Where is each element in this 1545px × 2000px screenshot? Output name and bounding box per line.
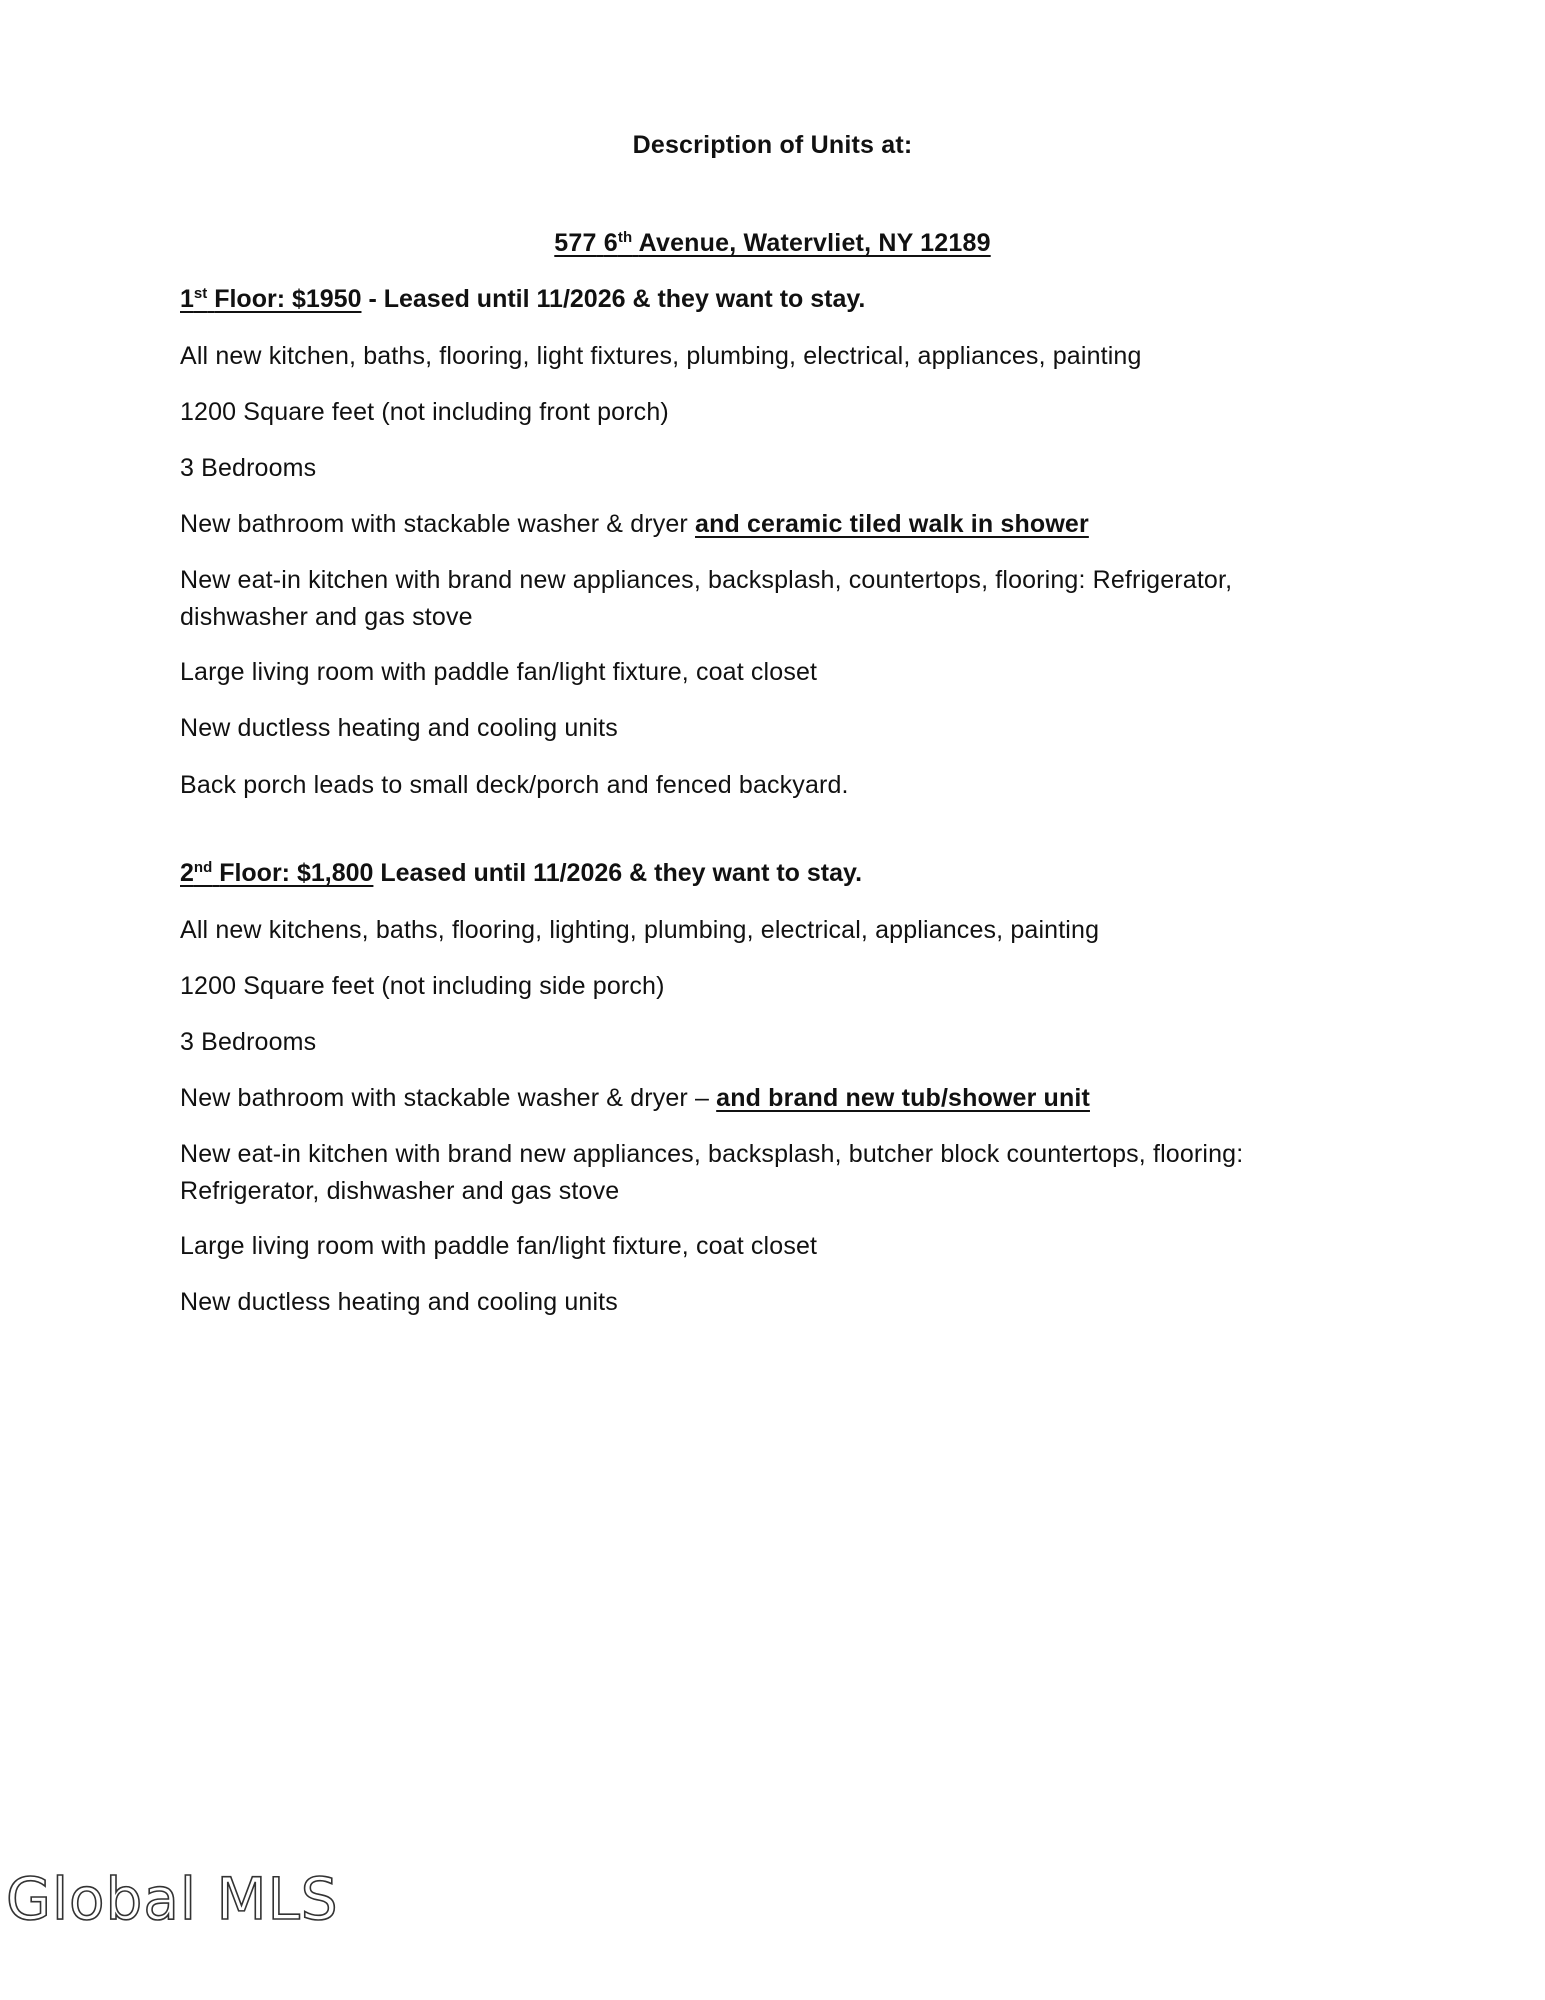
floor2-feature: All new kitchens, baths, flooring, lighting, plumbing, electrical, appliances, painting	[180, 916, 1100, 944]
floor1-ordinal: 1	[180, 285, 194, 313]
floor1-label: Floor: $1950	[214, 285, 362, 313]
floor2-heading	[180, 859, 862, 888]
floor2-ordinal: 2	[180, 859, 194, 887]
floor1-feature: Large living room with paddle fan/light fixture, coat closet	[180, 658, 818, 686]
address-number: 577	[554, 229, 597, 257]
floor2-feature: 3 Bedrooms	[180, 1028, 317, 1056]
floor2-label: Floor: $1,800	[219, 859, 374, 887]
floor1-feature: All new kitchen, baths, flooring, light fixtures, plumbing, electrical, appliances, painting	[180, 342, 1142, 370]
floor1-heading	[180, 285, 865, 314]
floor1-bathroom	[180, 506, 1360, 543]
floor2-bathroom-emphasis: and brand new tub/shower unit	[716, 1084, 1090, 1112]
floor2-ordinal-suffix: nd	[193, 859, 213, 876]
floor1-status: - Leased until 11/2026 & they want to stay.	[368, 285, 866, 313]
floor1-feature: 3 Bedrooms	[180, 454, 317, 482]
floor2-price-label	[180, 859, 373, 887]
address-ordinal-suffix: th	[617, 229, 633, 246]
floor2-feature: 1200 Square feet (not including side porch)	[180, 972, 665, 1000]
floor1-feature: Back porch leads to small deck/porch and fenced backyard.	[180, 771, 849, 799]
floor1-feature: 1200 Square feet (not including front porch)	[180, 398, 669, 426]
floor2-feature: Large living room with paddle fan/light fixture, coat closet	[180, 1232, 818, 1260]
floor1-feature: New eat-in kitchen with brand new appliances, backsplash, countertops, flooring: Refrigerator, dishwasher and gas stove	[180, 566, 1233, 631]
global-mls-watermark: Global MLS	[6, 1865, 339, 1933]
floor1-feature: New ductless heating and cooling units	[180, 714, 618, 742]
floor2-bathroom-text: New bathroom with stackable washer & dryer –	[180, 1084, 710, 1112]
floor1-bathroom-text: New bathroom with stackable washer & dryer	[180, 510, 688, 538]
address-line	[554, 229, 990, 257]
floor2-feature: New eat-in kitchen with brand new appliances, backsplash, butcher block countertops, flooring: Refrigerator, dishwasher and gas stove	[180, 1140, 1244, 1205]
document-heading	[0, 131, 1545, 160]
heading-text: Description of Units at:	[632, 131, 913, 159]
floor2-feature: New ductless heating and cooling units	[180, 1288, 618, 1316]
floor2-status: Leased until 11/2026 & they want to stay.	[380, 859, 863, 887]
floor2-bathroom	[180, 1080, 1360, 1117]
address-rest: Avenue, Watervliet, NY 12189	[638, 229, 991, 257]
floor1-price-label	[180, 285, 361, 313]
address-ordinal: 6	[603, 229, 618, 257]
floor1-bathroom-emphasis: and ceramic tiled walk in shower	[695, 510, 1089, 538]
property-address	[0, 229, 1545, 258]
floor1-ordinal-suffix: st	[193, 285, 208, 302]
